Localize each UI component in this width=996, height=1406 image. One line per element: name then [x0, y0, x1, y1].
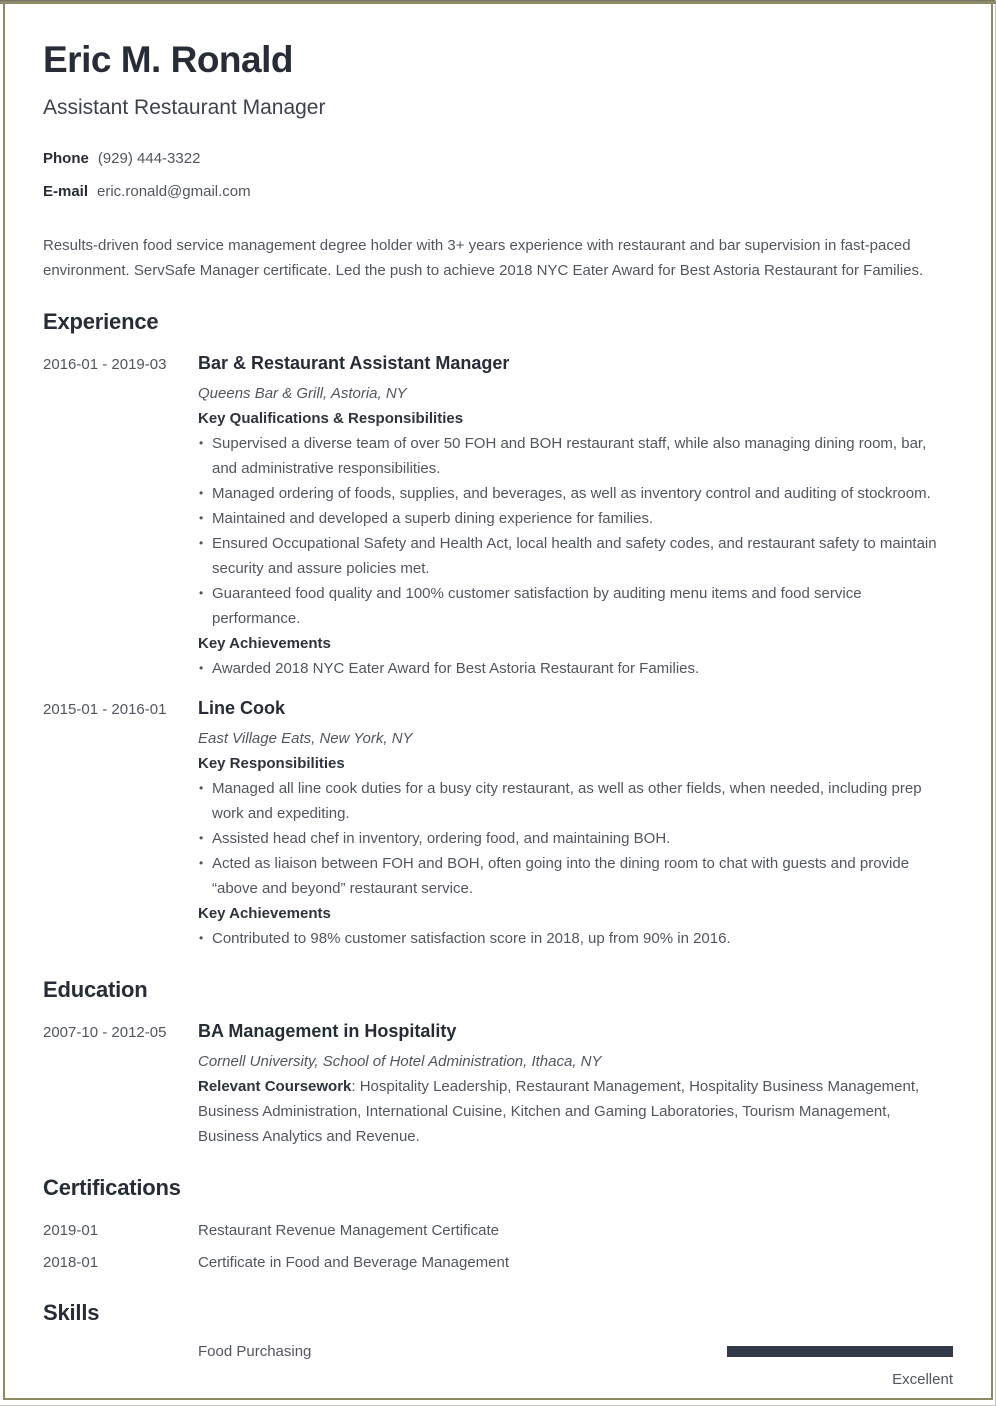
experience-dates: 2015-01 - 2016-01 — [43, 701, 167, 718]
section-heading-education: Education — [43, 977, 148, 1002]
education-entry — [43, 1020, 953, 1149]
experience-entry — [43, 697, 953, 951]
education-school: Cornell University, School of Hotel Administration, Ithaca, NY — [198, 1053, 602, 1070]
certification-entry — [43, 1218, 953, 1242]
section-heading-skills: Skills — [43, 1300, 100, 1325]
skill-entry — [198, 1341, 953, 1390]
experience-bullet-list — [198, 776, 953, 901]
certification-name: Certificate in Food and Beverage Management — [198, 1254, 510, 1271]
bullet-item: • Maintained and developed a superb dining experience for families. — [198, 506, 953, 531]
skill-level-label: Excellent — [892, 1371, 953, 1388]
professional-summary: Results-driven food service management degree holder with 3+ years experience with restaurant and bar supervision in fast-paced environment. ServSafe Manager certificate. Led the push to achieve 2018 NYC Eater Award for Best Astoria Restaurant for Families. — [43, 237, 924, 279]
bullet-item: • Ensured Occupational Safety and Health Act, local health and safety codes, and restaurant safety to maintain security and assure policies met. — [198, 531, 953, 581]
certification-date: 2019-01 — [43, 1222, 99, 1239]
education-degree: BA Management in Hospitality — [198, 1021, 457, 1041]
bullet-item: • Guaranteed food quality and 100% customer satisfaction by auditing menu items and food service performance. — [198, 581, 953, 631]
certification-name: Restaurant Revenue Management Certificate — [198, 1222, 499, 1239]
contact-block — [43, 149, 953, 202]
bullet-item: • Supervised a diverse team of over 50 FOH and BOH restaurant staff, while also managing dining room, bar, and administrative responsibilities. — [198, 431, 953, 481]
phone-value: (929) 444-3322 — [97, 150, 201, 167]
section-heading-certifications: Certifications — [43, 1175, 181, 1200]
experience-bullet-list — [198, 431, 953, 631]
candidate-job-title: Assistant Restaurant Manager — [43, 96, 326, 119]
skill-level-bar — [727, 1346, 953, 1357]
experience-achievement-list — [198, 656, 953, 681]
skill-level-bar-fill — [727, 1346, 953, 1357]
email-label: E-mail — [43, 183, 89, 200]
bullet-item: • Managed all line cook duties for a busy city restaurant, as well as other fields, when needed, including prep work and expediting. — [198, 776, 953, 826]
bullet-item: • Assisted head chef in inventory, ordering food, and maintaining BOH. — [198, 826, 953, 851]
email-value: eric.ronald@gmail.com — [97, 183, 251, 200]
bullet-item: • Managed ordering of foods, supplies, and beverages, as well as inventory control and auditing of stockroom. — [198, 481, 953, 506]
experience-entry — [43, 352, 953, 681]
certification-entry — [43, 1250, 953, 1274]
experience-subheading: Key Achievements — [198, 635, 331, 652]
resume-content — [43, 0, 953, 1390]
contact-email-row — [43, 182, 953, 202]
experience-subheading: Key Achievements — [198, 905, 331, 922]
education-dates: 2007-10 - 2012-05 — [43, 1024, 167, 1041]
phone-label: Phone — [43, 150, 89, 167]
experience-job-title: Line Cook — [198, 698, 286, 718]
skill-name: Food Purchasing — [198, 1343, 312, 1360]
coursework-label: Relevant Coursework — [198, 1078, 352, 1095]
experience-dates: 2016-01 - 2019-03 — [43, 356, 167, 373]
experience-company: East Village Eats, New York, NY — [198, 730, 413, 747]
coursework-text: : Hospitality Leadership, Restaurant Management, Hospitality Business Management, Business Administration, International Cuisine, Kitchen and Gaming Laboratories, Tourism Management, Business Analytics and Revenue. — [198, 1078, 920, 1145]
experience-company: Queens Bar & Grill, Astoria, NY — [198, 385, 407, 402]
experience-achievement-list — [198, 926, 953, 951]
bullet-item: • Contributed to 98% customer satisfaction score in 2018, up from 90% in 2016. — [198, 926, 953, 951]
contact-phone-row — [43, 149, 953, 169]
experience-job-title: Bar & Restaurant Assistant Manager — [198, 353, 510, 373]
experience-subheading: Key Responsibilities — [198, 755, 345, 772]
section-heading-experience: Experience — [43, 309, 159, 334]
bullet-item: • Awarded 2018 NYC Eater Award for Best Astoria Restaurant for Families. — [198, 656, 953, 681]
certification-date: 2018-01 — [43, 1254, 99, 1271]
education-coursework — [198, 1074, 953, 1149]
candidate-name: Eric M. Ronald — [43, 39, 293, 80]
experience-subheading: Key Qualifications & Responsibilities — [198, 410, 464, 427]
bullet-item: • Acted as liaison between FOH and BOH, often going into the dining room to chat with guests and provide “above and beyond” restaurant service. — [198, 851, 953, 901]
